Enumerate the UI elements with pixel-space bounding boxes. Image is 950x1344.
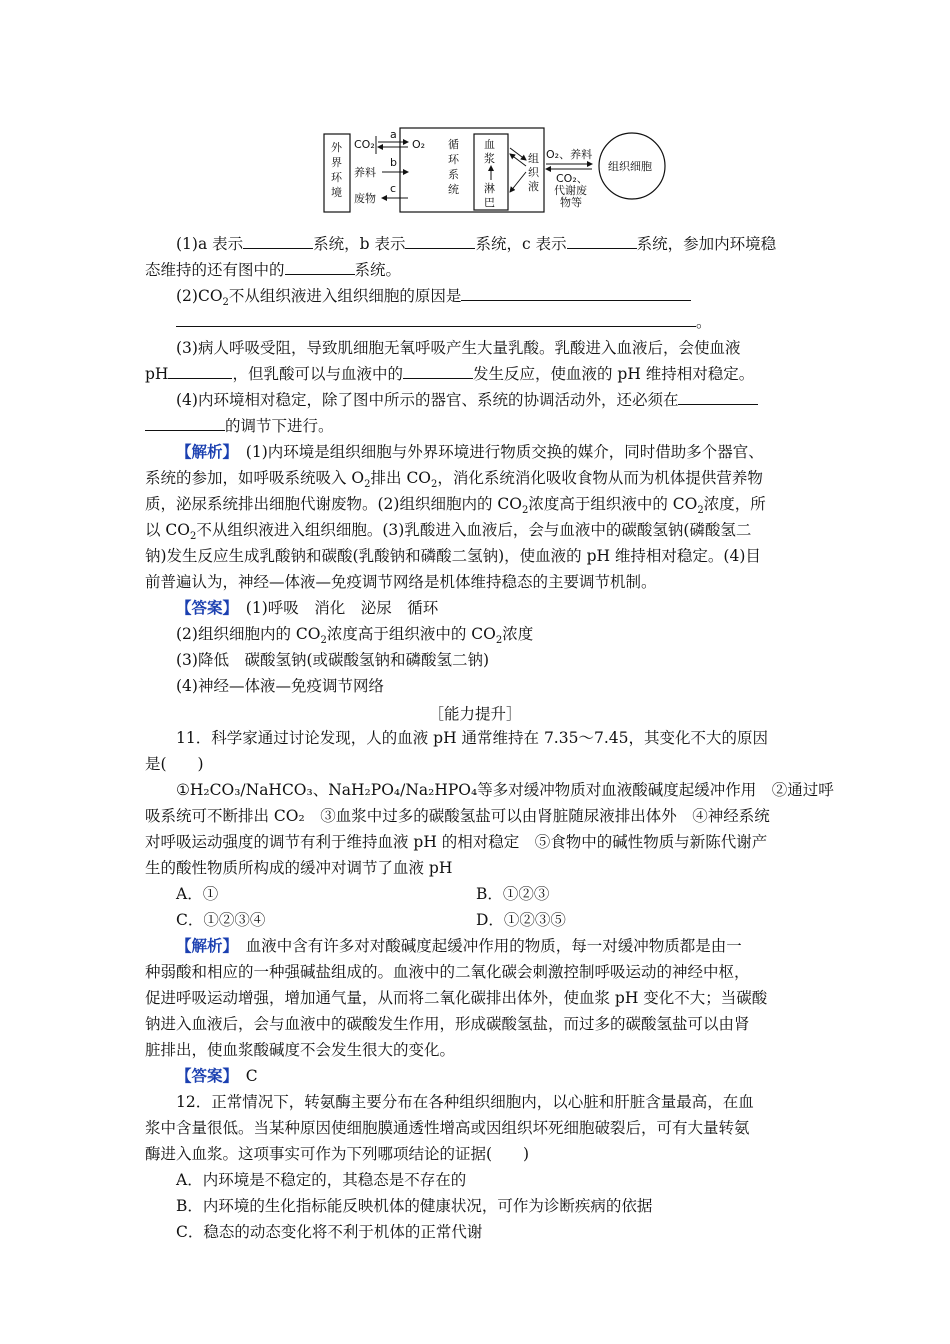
waste-label: 废物 <box>354 192 376 205</box>
tissue-fluid-char: 织 <box>528 166 539 179</box>
plasma-char: 血 <box>484 138 495 151</box>
text: 系统的参加，如呼吸系统吸入 O <box>145 469 365 487</box>
text: 。 <box>696 313 712 331</box>
text: 发生反应，使血液的 pH 维持相对稳定。 <box>472 365 755 383</box>
q12-option-b: B．内环境的生化指标能反映机体的健康状况，可作为诊断疾病的依据 <box>176 1197 653 1215</box>
circulation-char: 系 <box>448 168 459 181</box>
exchange-bottom-label: 物等 <box>560 196 582 209</box>
text: (1)a 表示 <box>176 235 244 253</box>
plasma-char: 浆 <box>484 152 495 165</box>
text: 血液中含有许多对对酸碱度起缓冲作用的物质，每一对缓冲物质都是由一 <box>245 937 742 955</box>
answer-tag: 【答案】 <box>176 598 231 617</box>
exchange-bottom-label: 代谢废 <box>554 184 587 197</box>
q10-line-1 <box>176 234 776 254</box>
answer10-line-3 <box>176 650 489 670</box>
text: 质，泌尿系统排出细胞代谢废物。(2)组织细胞内的 CO <box>145 495 522 513</box>
outer-env-char: 境 <box>331 186 342 199</box>
q10-line-6 <box>145 364 754 384</box>
tissue-cell-label: 组织细胞 <box>608 160 652 173</box>
q11-option-a: A．① <box>176 885 219 903</box>
circulation-char: 环 <box>448 153 459 166</box>
q11-line-2: 是( ) <box>145 755 204 773</box>
text: 浓度高于组织液中的 CO <box>326 625 496 643</box>
lymph-char: 淋 <box>484 182 495 195</box>
q10-line-8 <box>145 416 334 436</box>
analysis11-line-1 <box>176 936 742 956</box>
text: (1)内环境是组织细胞与外界环境进行物质交换的媒介，同时借助多个器官、 <box>245 443 764 461</box>
b-label: b <box>390 156 397 169</box>
text: 不从组织液进入组织细胞的原因是 <box>228 287 462 305</box>
q10-line-4 <box>176 312 712 332</box>
answer-blank <box>285 260 355 275</box>
text: (2)CO <box>176 287 223 305</box>
text: 以 CO <box>145 521 190 539</box>
text: 不从组织液进入组织细胞。(3)乳酸进入血液后，会与血液中的碳酸氢钠(磷酸氢二 <box>196 521 752 539</box>
o2-label: O₂ <box>412 138 426 151</box>
q11-line-3: ①H₂CO₃/NaHCO₃、NaH₂PO₄/Na₂HPO₄等多对缓冲物质对血液酸碱度起缓冲作用 ②通过呼 <box>176 781 834 799</box>
a-label: a <box>390 128 397 141</box>
text: 系统，参加内环境稳 <box>636 235 777 253</box>
answer-blank <box>145 416 225 431</box>
analysis10-line-5 <box>145 546 761 566</box>
q12-line-3: 酶进入血浆。这项事实可作为下列哪项结论的证据( ) <box>145 1145 530 1163</box>
analysis-tag: 【解析】 <box>176 936 231 955</box>
analysis11-line-5: 脏排出，使血浆酸碱度不会发生很大的变化。 <box>145 1041 456 1059</box>
text: 系统，c 表示 <box>475 235 567 253</box>
answer-value: C <box>245 1067 258 1085</box>
nutrients-label: 养料 <box>354 166 376 179</box>
answer-blank <box>176 312 696 327</box>
text: 浓度，所 <box>703 495 766 513</box>
text: 排出 CO <box>370 469 432 487</box>
answer10-line-2: (2)组织细胞内的 $CO_2$浓度高于组织液中的 $CO_2$浓度 <box>176 625 534 647</box>
tissue-fluid-char: 液 <box>528 180 539 193</box>
text: (2)组织细胞内的 CO <box>176 625 321 643</box>
internal-environment-diagram <box>320 126 680 222</box>
q11-line-5: 对呼吸运动强度的调节有利于维持血液 pH 的相对稳定 ⑤食物中的碱性物质与新陈代谢产 <box>145 833 768 851</box>
text: 浓度高于组织液中的 CO <box>528 495 698 513</box>
q10-line-3: $(2)CO_2$不从组织液进入组织细胞的原因是 <box>176 286 691 313</box>
answer-blank <box>678 390 758 405</box>
circulation-char: 统 <box>448 183 459 196</box>
answer-blank <box>461 286 691 301</box>
text: 钠)发生反应生成乳酸钠和碳酸(乳酸钠和磷酸二氢钠)，使血液的 pH 维持相对稳定。(4)目 <box>145 547 761 565</box>
answer10-line-1 <box>176 598 438 618</box>
q11-option-d: D．①②③⑤ <box>476 911 566 929</box>
text: 系统，b 表示 <box>313 235 406 253</box>
q11-line-4: 吸系统可不断排出 CO₂ ③血浆中过多的碳酸氢盐可以由肾脏随尿液排出体外 ④神经系统 <box>145 807 770 825</box>
analysis10-line-2: 系统的参加，如呼吸系统吸入 $O_2$排出 $CO_2$，消化系统消化吸收食物从而为机体提供营养物 <box>145 469 763 491</box>
q10-line-2 <box>145 260 401 280</box>
analysis10-line-3: 质，泌尿系统排出细胞代谢废物。(2)组织细胞内的 $CO_2$浓度高于组织液中的 $CO_2$浓度，所 <box>145 495 766 517</box>
co2-label: CO₂ <box>354 138 375 151</box>
q12-option-a: A．内环境是不稳定的，其稳态是不存在的 <box>176 1171 467 1189</box>
q10-line-7 <box>176 390 758 410</box>
q11-option-c: C．①②③④ <box>176 911 266 929</box>
analysis-tag: 【解析】 <box>176 442 231 461</box>
text: pH <box>145 365 169 383</box>
q11-line-6: 生的酸性物质所构成的缓冲对调节了血液 pH <box>145 859 453 877</box>
outer-env-char: 环 <box>331 171 342 184</box>
text: 系统。 <box>354 261 402 279</box>
analysis11-line-2: 种弱酸和相应的一种强碱盐组成的。血液中的二氧化碳会刺激控制呼吸运动的神经中枢， <box>145 963 750 981</box>
answer-blank <box>403 364 473 379</box>
answer11-line <box>176 1066 258 1086</box>
q10-line-5 <box>176 338 740 358</box>
outer-env-char: 外 <box>331 141 342 154</box>
exchange-top-label: O₂、养料 <box>546 148 593 161</box>
circulation-char: 循 <box>448 138 459 151</box>
c-label: c <box>390 182 397 195</box>
answer-tag: 【答案】 <box>176 1066 231 1085</box>
text: (4)内环境相对稳定，除了图中所示的器官、系统的协调活动外，还必须在 <box>176 391 679 409</box>
outer-env-char: 界 <box>331 156 342 169</box>
lymph-char: 巴 <box>484 196 495 209</box>
q12-option-c: C．稳态的动态变化将不利于机体的正常代谢 <box>176 1223 483 1241</box>
text: ，但乳酸可以与血液中的 <box>232 365 403 383</box>
answer-blank <box>243 234 313 249</box>
text: (3)降低 碳酸氢钠(或碳酸氢钠和磷酸氢二钠) <box>176 651 490 669</box>
answer10-line-4 <box>176 676 384 696</box>
tissue-fluid-char: 组 <box>528 152 539 165</box>
answer-blank <box>168 364 232 379</box>
text: 浓度 <box>502 625 534 643</box>
text: (3)病人呼吸受阻，导致肌细胞无氧呼吸产生大量乳酸。乳酸进入血液后，会使血液 <box>176 339 741 357</box>
exchange-bottom-label: CO₂、 <box>556 172 588 185</box>
text: ，消化系统消化吸收食物从而为机体提供营养物 <box>437 469 763 487</box>
analysis10-line-1 <box>176 442 764 462</box>
answer-blank <box>567 234 637 249</box>
q11-line-1: 11．科学家通过讨论发现，人的血液 pH 通常维持在 7.35～7.45，其变化不大的原因 <box>176 729 768 747</box>
text: 态维持的还有图中的 <box>145 261 285 279</box>
analysis11-line-4: 钠进入血液后，会与血液中的碳酸发生作用，形成碳酸氢盐，而过多的碳酸氢盐可以由肾 <box>145 1015 750 1033</box>
text: 的调节下进行。 <box>225 417 334 435</box>
text: (4)神经—体液—免疫调节网络 <box>176 677 384 695</box>
analysis11-line-3: 促进呼吸运动增强，增加通气量，从而将二氧化碳排出体外，使血浆 pH 变化不大；当碳酸 <box>145 989 768 1007</box>
text: (1)呼吸 消化 泌尿 循环 <box>245 599 439 617</box>
analysis10-line-6 <box>145 572 657 592</box>
q12-line-1: 12．正常情况下，转氨酶主要分布在各种组织细胞内，以心脏和肝脏含量最高，在血 <box>176 1093 754 1111</box>
q11-option-b: B．①②③ <box>476 885 550 903</box>
answer-blank <box>405 234 475 249</box>
analysis10-line-4: 以 $CO_2$不从组织液进入组织细胞。(3)乳酸进入血液后，会与血液中的碳酸氢钠(磷酸氢二 <box>145 521 752 543</box>
text: 前普遍认为，神经—体液—免疫调节网络是机体维持稳态的主要调节机制。 <box>145 573 657 591</box>
section-title: ［能力提升］ <box>428 705 522 723</box>
q12-line-2: 浆中含量很低。当某种原因使细胞膜通透性增高或因组织坏死细胞破裂后，可有大量转氨 <box>145 1119 750 1137</box>
